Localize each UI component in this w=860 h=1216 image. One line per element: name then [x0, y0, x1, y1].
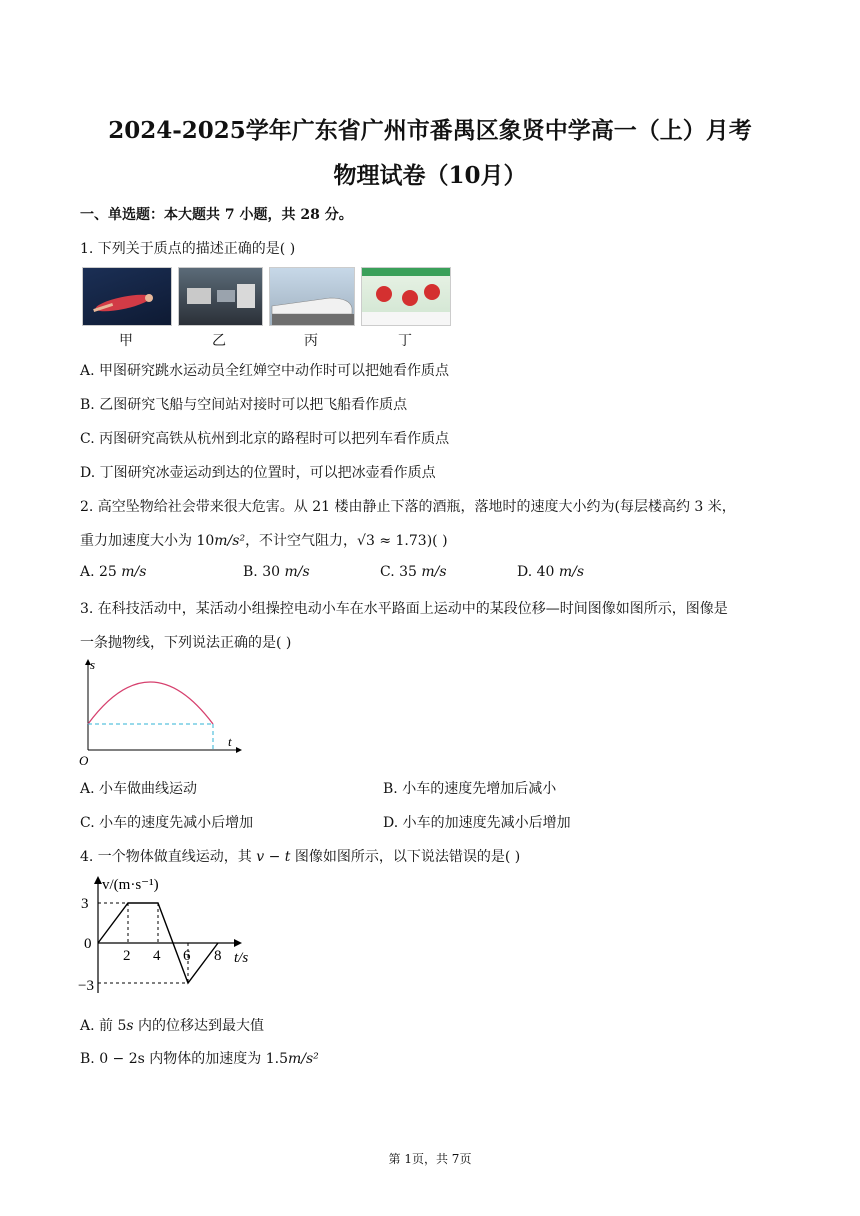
q4-stem: 4. 一个物体做直线运动，其 v − t 图像如图所示，以下说法错误的是( ) [80, 849, 521, 865]
train-photo [269, 267, 355, 326]
diver-photo [82, 267, 172, 326]
parabola-curve [88, 682, 213, 724]
x-tick-8: 8 [214, 948, 222, 964]
velocity-time-graph [76, 868, 276, 1000]
page-title-line1: 2024-2025学年广东省广州市番禺区象贤中学高一（上）月考 [108, 117, 752, 144]
q3-option-c: C. 小车的速度先减小后增加 [80, 815, 254, 831]
q2-option-c: C. 35 m/s [380, 564, 447, 580]
q4-option-a: A. 前 5s 内的位移达到最大值 [80, 1018, 265, 1034]
y-tick-0: 0 [84, 936, 92, 952]
q1-option-a: A. 甲图研究跳水运动员全红婵空中动作时可以把她看作质点 [80, 363, 450, 379]
t-axis-label: t [228, 734, 232, 749]
y-tick-3: 3 [81, 896, 89, 912]
t-axis-label: t/s [234, 950, 249, 966]
q4-option-b: B. 0 − 2s 内物体的加速度为 1.5m/s² [80, 1051, 319, 1067]
x-tick-2: 2 [123, 948, 131, 964]
x-tick-4: 4 [153, 948, 161, 964]
q3-option-a: A. 小车做曲线运动 [80, 781, 198, 797]
caption-bing: 丙 [304, 333, 318, 349]
caption-jia: 甲 [119, 333, 133, 349]
v-axis-label: v/(m·s⁻¹) [102, 877, 159, 893]
page-title-line2: 物理试卷（10月） [333, 162, 527, 189]
q1-option-d: D. 丁图研究冰壶运动到达的位置时，可以把冰壶看作质点 [80, 465, 436, 481]
q1-stem: 1. 下列关于质点的描述正确的是( ) [80, 241, 296, 257]
section-heading: 一、单选题：本大题共 7 小题，共 28 分。 [80, 207, 353, 223]
spacecraft-photo [178, 267, 263, 326]
q3-stem-line1: 3. 在科技活动中，某活动小组操控电动小车在水平路面上运动中的某段位移—时间图像如图所示，图像是 [80, 601, 728, 617]
q2-stem-line2: 重力加速度大小为 10m/s²，不计空气阻力，√3 ≈ 1.73)( ) [80, 533, 448, 549]
curling-photo [361, 267, 451, 326]
y-tick-minus3: −3 [78, 978, 94, 994]
page-footer: 第 1页，共 7页 [388, 1152, 472, 1166]
q2-option-b: B. 30 m/s [243, 564, 310, 580]
q3-option-d: D. 小车的加速度先减小后增加 [383, 815, 571, 831]
q1-option-b: B. 乙图研究飞船与空间站对接时可以把飞船看作质点 [80, 397, 408, 413]
origin-label: O [79, 753, 89, 768]
q3-option-b: B. 小车的速度先增加后减小 [383, 781, 557, 797]
displacement-time-graph [76, 655, 246, 770]
s-axis-label: s [90, 657, 96, 672]
q2-option-a: A. 25 m/s [80, 564, 147, 580]
caption-yi: 乙 [212, 333, 226, 349]
caption-ding: 丁 [398, 333, 412, 349]
q3-stem-line2: 一条抛物线，下列说法正确的是( ) [80, 635, 292, 651]
q1-option-c: C. 丙图研究高铁从杭州到北京的路程时可以把列车看作质点 [80, 431, 450, 447]
x-tick-6: 6 [183, 948, 191, 964]
q2-option-d: D. 40 m/s [517, 564, 585, 580]
q2-stem-line1: 2. 高空坠物给社会带来很大危害。从 21 楼由静止下落的酒瓶，落地时的速度大小约为(每层楼高约 3 米， [80, 499, 736, 515]
